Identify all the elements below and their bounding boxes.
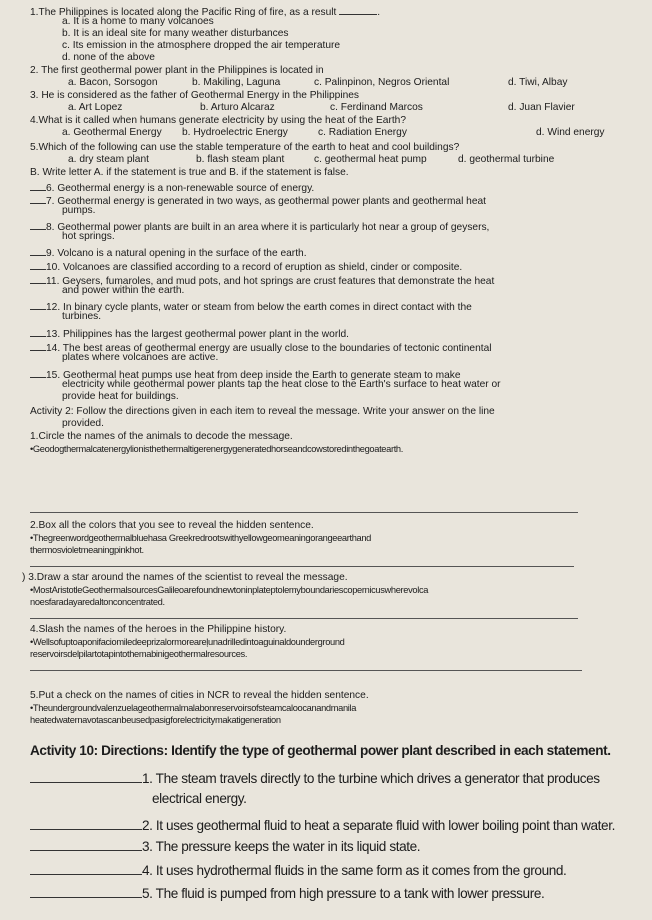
q2-option-a: a. Bacon, Sorsogon [68, 77, 158, 88]
tf-blank-6[interactable] [30, 180, 46, 191]
q2-option-b: b. Makiling, Laguna [192, 77, 281, 88]
activity2-item5-text2: heatedwaternavotascanbeusedpasigforelectricitymakatigeneration [30, 715, 281, 725]
q1-option-c: c. Its emission in the atmosphere dropped the air temperature [62, 40, 341, 51]
q1-option-b: b. It is an ideal site for many weather disturbances [62, 28, 289, 39]
tf-item-6-text: 6. Geothermal energy is a non-renewable source of energy. [46, 183, 315, 194]
answer-line-1[interactable] [30, 512, 578, 513]
answer-line-2[interactable] [30, 566, 574, 567]
tf-item-14-text: 14. The best areas of geothermal energy are usually close to the boundaries of tectonic continental [46, 343, 492, 354]
activity2-item1-head: 1.Circle the names of the animals to decode the message. [30, 431, 293, 442]
activity2-item5-text1: •Theundergroundvalenzuelageothermalmalabonreservoirsofsteamcaloocanandmanila [30, 703, 357, 713]
identify-item-2 [30, 816, 615, 834]
activity2-title: Activity 2: Follow the directions given in each item to reveal the message. Write your answer on the line [30, 406, 495, 417]
q5-option-d: d. geothermal turbine [458, 154, 555, 165]
answer-line-3[interactable] [30, 618, 578, 619]
tf-blank-11[interactable] [30, 273, 46, 284]
tf-blank-15[interactable] [30, 367, 46, 378]
activity2-item5-head: 5.Put a check on the names of cities in NCR to reveal the hidden sentence. [30, 690, 369, 701]
tf-blank-14[interactable] [30, 340, 46, 351]
tf-item-8-cont: hot springs. [62, 231, 115, 242]
tf-item-9 [30, 245, 307, 260]
identify-item-5-text: 5. The fluid is pumped from high pressure to a tank with lower pressure. [142, 886, 545, 901]
tf-item-7 [30, 193, 486, 208]
identify-blank-2[interactable] [30, 816, 142, 830]
identify-blank-3[interactable] [30, 837, 142, 851]
q5-option-b: b. flash steam plant [196, 154, 285, 165]
identify-item-3 [30, 837, 420, 855]
identify-item-4 [30, 861, 566, 879]
tf-blank-13[interactable] [30, 326, 46, 337]
q1: 1.The Philippines is located along the Pacific Ring of fire, as a result . [30, 4, 380, 19]
q4-question: 4.What is it called when humans generate electricity by using the heat of the Earth? [30, 115, 407, 126]
q5-question: 5.Which of the following can use the stable temperature of the earth to heat and cool buildings? [30, 142, 460, 153]
q2-option-c: c. Palinpinon, Negros Oriental [314, 77, 450, 88]
q4-option-d: d. Wind energy [536, 127, 605, 138]
q1-option-d: d. none of the above [62, 52, 155, 63]
tf-item-15-text: 15. Geothermal heat pumps use heat from deep inside the Earth to generate steam to make [46, 370, 461, 381]
tf-item-10-text: 10. Volcanoes are classified according to a record of eruption as shield, cinder or composite. [46, 262, 463, 273]
q4-option-a: a. Geothermal Energy [62, 127, 162, 138]
q5-option-a: a. dry steam plant [68, 154, 149, 165]
identify-blank-4[interactable] [30, 861, 142, 875]
identify-item-2-text: 2. It uses geothermal fluid to heat a separate fluid with lower boiling point than water. [142, 818, 615, 833]
tf-blank-8[interactable] [30, 219, 46, 230]
activity2-item2-head: 2.Box all the colors that you see to reveal the hidden sentence. [30, 520, 314, 531]
identify-item-1 [30, 769, 600, 787]
tf-item-7-text: 7. Geothermal energy is generated in two ways, as geothermal power plants and geothermal heat [46, 196, 487, 207]
tf-blank-10[interactable] [30, 259, 46, 270]
tf-blank-7[interactable] [30, 193, 46, 204]
activity2-item2-text1: •Thegreenwordgeothermalbluehasa Greekredrootswithyellowgeomeaningorangeearthand [30, 533, 371, 543]
tf-item-15-cont: electricity while geothermal power plants tap the heat close to the Earth's surface to heat water or [62, 379, 501, 390]
activity2-title-cont: provided. [62, 418, 104, 429]
q3-question: 3. He is considered as the father of Geothermal Energy in the Philippines [30, 90, 360, 101]
identify-blank-5[interactable] [30, 884, 142, 898]
activity2-item4-text2: reservoirsdelpilartotapintothemabinigeothermalresources. [30, 649, 248, 659]
q3-option-b: b. Arturo Alcaraz [200, 102, 275, 113]
activity2-item3-text2: noesfaradayaredaltonconcentrated. [30, 597, 165, 607]
tf-item-9-text: 9. Volcano is a natural opening in the surface of the earth. [46, 248, 307, 259]
tf-item-11-cont: and power within the earth. [62, 285, 185, 296]
activity2-item3-head: ) 3.Draw a star around the names of the scientist to reveal the message. [22, 572, 348, 583]
q1-question: 1.The Philippines is located along the Pacific Ring of fire, as a result [30, 7, 337, 18]
activity2-item4-head: 4.Slash the names of the heroes in the Philippine history. [30, 624, 287, 635]
q1-answer-blank[interactable] [339, 4, 377, 15]
identify-item-5 [30, 884, 544, 902]
tf-item-14-cont: plates where volcanoes are active. [62, 352, 219, 363]
tf-item-13 [30, 326, 349, 341]
activity2-item2-text2: thermosvioletmeaningpinkhot. [30, 545, 144, 555]
activity10-title: Activity 10: Directions: Identify the type of geothermal power plant described in each statement. [30, 743, 611, 758]
activity2-item4-text1: •Wellsofuptoaponifaciomiledeeprizalormoreareļunadrilledintoaguinaldounderground [30, 637, 345, 647]
identify-item-3-text: 3. The pressure keeps the water in its liquid state. [142, 839, 421, 854]
tf-item-8-text: 8. Geothermal power plants are built in an area where it is particularly hot near a group of geysers, [46, 222, 490, 233]
tf-item-15-cont2: provide heat for buildings. [62, 391, 179, 402]
tf-item-7-cont: pumps. [62, 205, 96, 216]
q4-option-c: c. Radiation Energy [318, 127, 407, 138]
answer-line-4[interactable] [30, 670, 582, 671]
tf-item-12-text: 12. In binary cycle plants, water or steam from below the earth comes in direct contact with the [46, 302, 472, 313]
identify-item-1-text: 1. The steam travels directly to the turbine which drives a generator that produces [142, 771, 600, 786]
q3-option-d: d. Juan Flavier [508, 102, 575, 113]
activity2-item1-text: •Geodogthermalcatenergylionisthethermaltigerenergygeneratedhorseandcowstoredinthegoatearth. [30, 444, 403, 454]
q5-option-c: c. geothermal heat pump [314, 154, 427, 165]
q4-option-b: b. Hydroelectric Energy [182, 127, 288, 138]
q3-option-a: a. Art Lopez [68, 102, 123, 113]
tf-blank-12[interactable] [30, 299, 46, 310]
identify-blank-1[interactable] [30, 769, 142, 783]
q3-option-c: c. Ferdinand Marcos [330, 102, 423, 113]
tf-item-11-text: 11. Geysers, fumaroles, and mud pots, and hot springs are crust features that demonstrate the heat [46, 276, 495, 287]
tf-blank-9[interactable] [30, 245, 46, 256]
identify-item-1-cont: electrical energy. [152, 791, 247, 806]
identify-item-4-text: 4. It uses hydrothermal fluids in the same form as it comes from the ground. [142, 863, 567, 878]
tf-item-12-cont: turbines. [62, 311, 102, 322]
q1-option-a: a. It is a home to many volcanoes [62, 16, 214, 27]
tf-item-10 [30, 259, 462, 274]
tf-item-13-text: 13. Philippines has the largest geothermal power plant in the world. [46, 329, 349, 340]
q2-question: 2. The first geothermal power plant in the Philippines is located in [30, 65, 324, 76]
q2-option-d: d. Tiwi, Albay [508, 77, 568, 88]
part-b-instruction: B. Write letter A. if the statement is true and B. if the statement is false. [30, 167, 349, 178]
activity2-item3-text1: •MostAristotleGeothermalsourcesGalileoarefoundnewtoninplateptolemyboundariescopernicuswherevolca [30, 585, 429, 595]
